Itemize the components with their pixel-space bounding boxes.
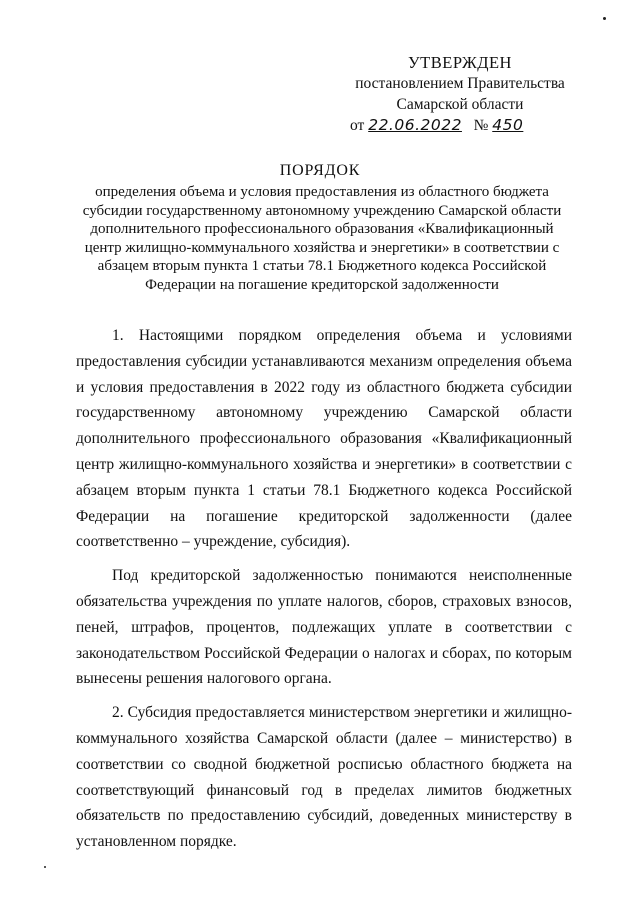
approval-line-2: Самарской области — [396, 96, 524, 113]
scan-speck — [603, 17, 606, 20]
approval-date-number-line — [330, 115, 590, 136]
scan-speck — [44, 866, 46, 868]
paragraph: 2. Субсидия предоставляется министерством энергетики и жилищно-коммунального хозяйства Самарской области (далее – министерство) в соответствии со сводной бюджетной росписью областного бюджета на соответствующий финансовый год в пределах лимитов бюджетных обязательств по предоставлению субсидий, доведенных министерству в установленном порядке. — [76, 704, 572, 851]
handwritten-date: 22.06.2022 — [368, 116, 462, 134]
document-body — [76, 323, 572, 855]
number-prefix: № — [473, 117, 489, 134]
handwritten-number: 450 — [492, 116, 524, 134]
date-prefix: от — [350, 117, 365, 134]
paragraph: Под кредиторской задолженностью понимаются неисполненные обязательства учреждения по уплате налогов, сборов, страховых взносов, пеней, штрафов, процентов, подлежащих уплате в соответствии с законодательством Российской Федерации о налогах и сборах, по которым вынесены решения налогового органа. — [76, 567, 572, 688]
approval-stamp-block — [330, 52, 590, 136]
approval-line-1: постановлением Правительства — [355, 75, 565, 92]
document-title: ПОРЯДОК — [279, 162, 361, 179]
approval-title: УТВЕРЖДЕН — [408, 53, 512, 72]
paragraph: 1. Настоящими порядком определения объема и условиями предоставления субсидии устанавливаются механизм определения объема и условия предоставления в 2022 году из областного бюджета субсидии государственному автономному учреждению Самарской области дополнительного профессионального образования «Квалификационный центр жилищно-коммунального хозяйства и энергетики» в соответствии с абзацем вторым пункта 1 статьи 78.1 Бюджетного кодекса Российской Федерации на погашение кредиторской задолженности (далее соответственно – учреждение, субсидия). — [76, 327, 572, 551]
document-subtitle: определения объема и условия предоставления из областного бюджета субсидии государственному автономному учреждению Самарской области дополнительного профессионального образования «Квалификационный центр жилищно-коммунального хозяйства и энергетики» в соответствии с абзацем вторым пункта 1 статьи 78.1 Бюджетного кодекса Российской Федерации на погашение кредиторской задолженности — [82, 184, 562, 293]
